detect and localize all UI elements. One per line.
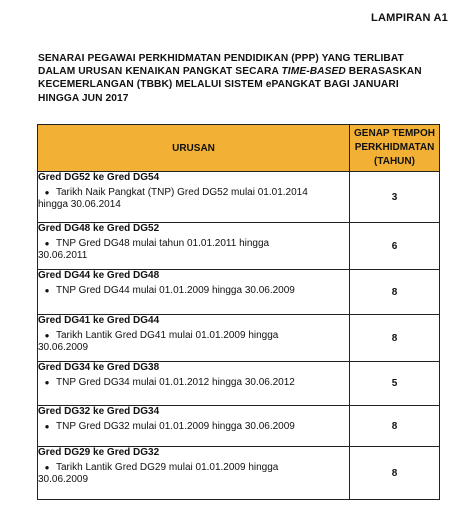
- detail-line-2: 30.06.2009: [38, 474, 89, 485]
- bullet-icon: ●: [44, 188, 50, 197]
- header-tempoh-line-1: GENAP TEMPOH: [354, 128, 435, 139]
- grade-range: Gred DG34 ke Gred DG38: [38, 362, 160, 373]
- table-header-row: [38, 125, 440, 172]
- years-cell: 6: [350, 223, 440, 270]
- detail-item: [38, 377, 349, 389]
- urusan-cell: [38, 172, 350, 223]
- heading-line-1: SENARAI PEGAWAI PERKHIDMATAN PENDIDIKAN (PPP) YANG TERLIBAT: [38, 53, 404, 64]
- detail-item: [38, 285, 349, 297]
- years-cell: 8: [350, 270, 440, 315]
- heading-line-2-italic: TIME-BASED: [281, 66, 346, 78]
- grade-range: Gred DG48 ke Gred DG52: [38, 223, 160, 234]
- header-urusan: URUSAN: [38, 125, 350, 172]
- table-row: [38, 315, 440, 362]
- detail-item: [38, 462, 349, 474]
- detail-text: [56, 330, 349, 342]
- bullet-icon: ●: [44, 463, 50, 472]
- years-cell: 3: [350, 172, 440, 223]
- detail-line-1: Tarikh Naik Pangkat (TNP) Gred DG52 mulai 01.01.2014: [56, 187, 308, 198]
- urusan-cell: [38, 362, 350, 406]
- detail-line-1: TNP Gred DG48 mulai tahun 01.01.2011 hingga: [56, 238, 270, 249]
- detail-line-2: 30.06.2011: [38, 250, 88, 261]
- promotion-table: [37, 124, 440, 500]
- years-cell: 5: [350, 362, 440, 406]
- urusan-cell: [38, 315, 350, 362]
- detail-text: [56, 462, 349, 474]
- table-row: [38, 447, 440, 500]
- header-tempoh: [350, 125, 440, 172]
- urusan-cell: [38, 406, 350, 447]
- detail-line-2: hingga 30.06.2014: [38, 199, 121, 210]
- years-cell: 8: [350, 315, 440, 362]
- detail-item: [38, 330, 349, 342]
- bullet-icon: ●: [44, 239, 50, 248]
- detail-line-1: Tarikh Lantik Gred DG29 mulai 01.01.2009 hingga: [56, 462, 279, 473]
- detail-line-1: TNP Gred DG32 mulai 01.01.2009 hingga 30.06.2009: [56, 421, 295, 432]
- grade-range: Gred DG29 ke Gred DG32: [38, 447, 160, 458]
- header-tempoh-line-3: (TAHUN): [374, 156, 415, 167]
- grade-range: Gred DG41 ke Gred DG44: [38, 315, 160, 326]
- table-row: [38, 270, 440, 315]
- detail-text: [56, 377, 349, 389]
- document-heading: [38, 52, 448, 105]
- grade-range: Gred DG52 ke Gred DG54: [38, 172, 160, 183]
- appendix-label: LAMPIRAN A1: [371, 12, 448, 24]
- heading-line-2-start: DALAM URUSAN KENAIKAN PANGKAT SECARA: [38, 66, 282, 78]
- urusan-cell: [38, 223, 350, 270]
- bullet-icon: ●: [44, 422, 50, 431]
- header-tempoh-line-2: PERKHIDMATAN: [354, 142, 435, 153]
- urusan-cell: [38, 447, 350, 500]
- heading-line-2: [38, 65, 448, 78]
- table-row: [38, 172, 440, 223]
- detail-line-1: TNP Gred DG34 mulai 01.01.2012 hingga 30.06.2012: [56, 377, 295, 388]
- table-row: [38, 406, 440, 447]
- urusan-cell: [38, 270, 350, 315]
- detail-item: [38, 421, 349, 433]
- detail-text: [56, 421, 349, 433]
- detail-item: [38, 238, 349, 250]
- detail-line-1: TNP Gred DG44 mulai 01.01.2009 hingga 30.06.2009: [56, 285, 295, 296]
- bullet-icon: ●: [44, 378, 50, 387]
- heading-line-4: HINGGA JUN 2017: [38, 92, 129, 104]
- heading-line-3: KECEMERLANGAN (TBBK) MELALUI SISTEM ePANGKAT BAGI JANUARI: [38, 79, 399, 91]
- grade-range: Gred DG44 ke Gred DG48: [38, 270, 160, 281]
- detail-line-2: 30.06.2009: [38, 342, 89, 353]
- years-cell: 8: [350, 406, 440, 447]
- heading-line-2-end: BERASASKAN: [345, 66, 422, 78]
- detail-item: [38, 187, 349, 199]
- detail-text: [56, 187, 349, 199]
- bullet-icon: ●: [44, 286, 50, 295]
- grade-range: Gred DG32 ke Gred DG34: [38, 406, 160, 417]
- years-cell: 8: [350, 447, 440, 500]
- bullet-icon: ●: [44, 331, 50, 340]
- table-row: [38, 362, 440, 406]
- detail-text: [56, 285, 349, 297]
- table-row: [38, 223, 440, 270]
- detail-line-1: Tarikh Lantik Gred DG41 mulai 01.01.2009 hingga: [56, 330, 279, 341]
- detail-text: [56, 238, 349, 250]
